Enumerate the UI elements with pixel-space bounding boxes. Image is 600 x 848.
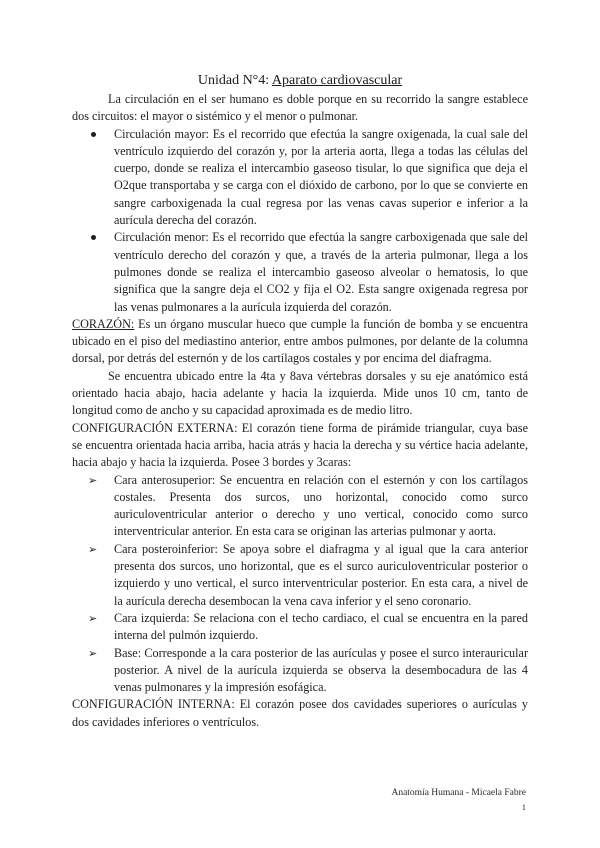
- list-item: [72, 610, 528, 645]
- footer-author: Anatomía Humana - Micaela Fabre: [391, 788, 526, 798]
- config-interna-paragraph: CONFIGURACIÓN INTERNA: El corazón posee dos cavidades superiores o aurículas y dos cavidades inferiores o ventrículos.: [72, 697, 528, 729]
- corazon-paragraph: [72, 316, 528, 368]
- arrow-bullet-icon: ➢: [88, 646, 98, 660]
- document-body: [72, 91, 528, 731]
- arrow-bullet-icon: ➢: [88, 542, 98, 556]
- list-item: [72, 645, 528, 697]
- cara-izquierda-text: Cara izquierda: Se relaciona con el techo cardiaco, el cual se encuentra en la pared interna del pulmón izquierdo.: [114, 610, 528, 643]
- page-number: 1: [521, 802, 526, 812]
- config-externa-paragraph: CONFIGURACIÓN EXTERNA: El corazón tiene forma de pirámide triangular, cuya base se encuentra orientada hacia arriba, hacia atrás y hacia la derecha y su vértice hacia adelante, hacia abajo y hacia la izquierda. Posee 3 bordes y 3caras:: [72, 420, 528, 470]
- arrow-bullet-icon: ➢: [88, 611, 98, 625]
- cara-anterosuperior-text: Cara anterosuperior: Se encuentra en relación con el esternón y con los cartílagos costales. Presenta dos surcos, uno horizontal, conocido como surco auriculoventricular anterior o derecho y uno vertical, conocido como surco interventricular anterior. En esta cara se originan las arterias pulmonar y aorta.: [114, 472, 528, 539]
- page-title: [0, 72, 600, 90]
- base-text: Base: Corresponde a la cara posterior de las aurículas y posee el surco interauricular posterior. A nivel de la aurícula izquierda se observa la desembocadura de las 4 venas pulmonares y la impresión esofágica.: [114, 645, 528, 695]
- title-topic: Aparato cardiovascular: [271, 73, 403, 88]
- corazon-text: Es un órgano muscular hueco que cumple la función de bomba y se encuentra ubicado en el piso del mediastino anterior, entre ambos pulmones, por delante de la columna dorsal, por detrás del esternón y de los cartílagos costales y por encima del diafragma.: [72, 316, 528, 366]
- bullet-icon: [91, 235, 96, 240]
- arrow-bullet-icon: ➢: [88, 473, 98, 487]
- list-item: [72, 126, 528, 230]
- circulation-mayor-text: Circulación mayor: Es el recorrido que efectúa la sangre oxigenada, la cual sale del ventrículo izquierdo del corazón y, por la arteria aorta, llega a todas las células del cuerpo, donde se realiza el intercambio gaseoso tisular, lo que significa que deja el O2que transportaba y se carga con el dióxido de carbono, por lo que se convierte en sangre carboxigenada la cual regresa por las venas cavas superior e inferior a la aurícula derecha del corazón.: [114, 126, 528, 228]
- list-item: [72, 541, 528, 610]
- ubicacion-paragraph: Se encuentra ubicado entre la 4ta y 8ava vértebras dorsales y su eje anatómico está orientado hacia abajo, hacia adelante y hacia la izquierda. Mide unos 10 cm, tanto de longitud como de ancho y su capacidad aproximada es de medio litro.: [72, 368, 528, 418]
- cara-posteroinferior-text: Cara posteroinferior: Se apoya sobre el diafragma y al igual que la cara anterior presenta dos surcos, uno horizontal, que es el surco auriculoventricular posterior o izquierdo y uno vertical, el surco interventricular posterior. En esta cara, a nivel de la aurícula derecha desembocan la vena cava inferior y el seno coronario.: [114, 541, 528, 608]
- list-item: [72, 229, 528, 315]
- title-prefix: Unidad N°4:: [197, 73, 272, 88]
- corazon-label: CORAZÓN:: [72, 316, 135, 331]
- caras-list: [72, 472, 528, 697]
- intro-paragraph: La circulación en el ser humano es doble porque en su recorrido la sangre establece dos circuitos: el mayor o sistémico y el menor o pulmonar.: [72, 92, 528, 124]
- circulation-menor-text: Circulación menor: Es el recorrido que efectúa la sangre carboxigenada que sale del ventrículo derecho del corazón y que, a través de la arteria pulmonar, llega a los pulmones donde se realiza el intercambio gaseoso alveolar o hematosis, lo que significa que la sangre deja el CO2 y fija el O2. Esta sangre oxigenada regresa por las venas pulmonares a la aurícula izquierda del corazón.: [114, 230, 528, 314]
- bullet-icon: [91, 132, 96, 137]
- circulation-list: [72, 126, 528, 316]
- list-item: [72, 472, 528, 541]
